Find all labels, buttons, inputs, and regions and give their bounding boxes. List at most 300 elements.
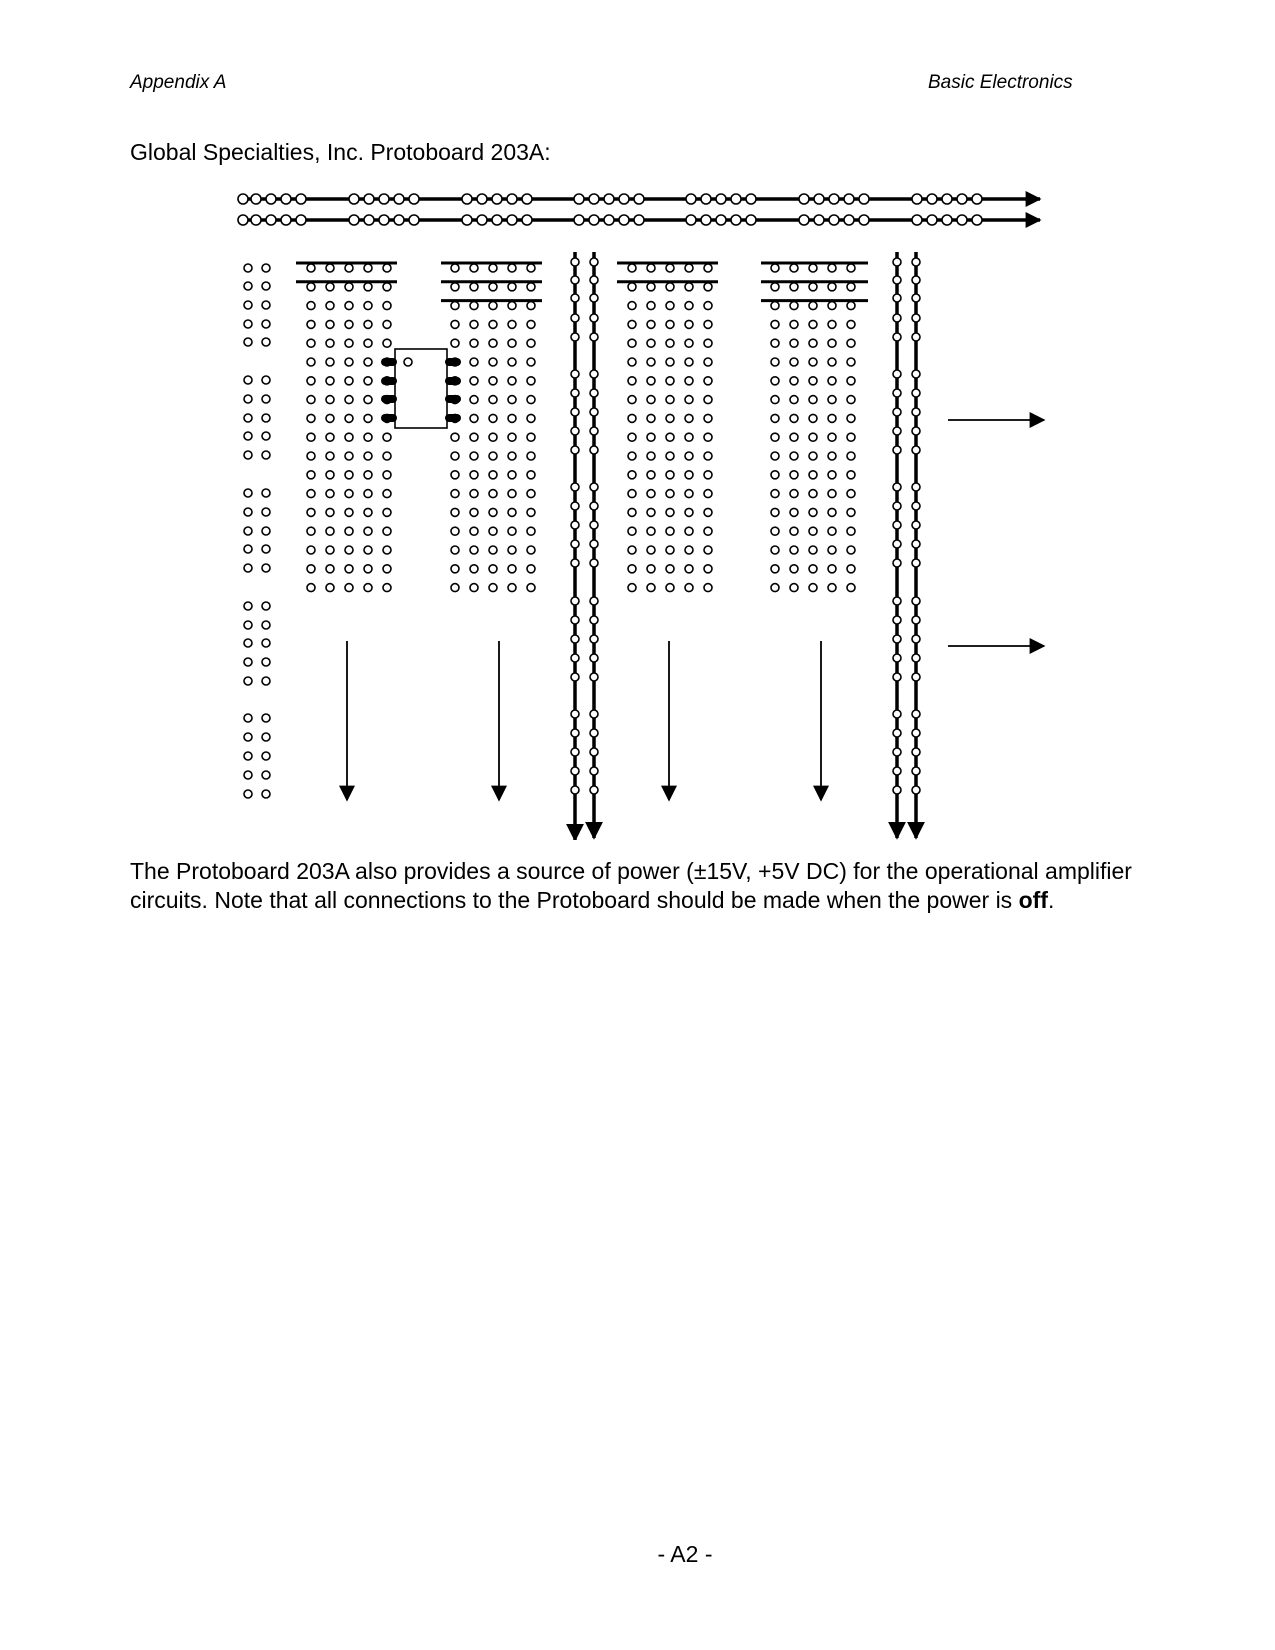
hole [647, 490, 655, 498]
hole [647, 508, 655, 516]
hole [809, 302, 817, 310]
hole [704, 320, 712, 328]
hole [451, 452, 459, 460]
hole [704, 546, 712, 554]
hole [527, 396, 535, 404]
hole [685, 339, 693, 347]
hole [847, 283, 855, 291]
hole [527, 377, 535, 385]
hole [244, 564, 252, 572]
hole [470, 584, 478, 592]
hole [847, 565, 855, 573]
hole [364, 565, 372, 573]
hole [571, 729, 579, 737]
hole [799, 215, 809, 225]
hole [927, 215, 937, 225]
hole [704, 490, 712, 498]
hole [307, 433, 315, 441]
hole [326, 339, 334, 347]
hole [809, 264, 817, 272]
hole [262, 282, 270, 290]
hole [828, 414, 836, 422]
hole [307, 527, 315, 535]
hole [746, 194, 756, 204]
hole [828, 396, 836, 404]
hole [262, 564, 270, 572]
hole [647, 414, 655, 422]
hole [790, 339, 798, 347]
hole [451, 565, 459, 573]
hole [716, 215, 726, 225]
hole [345, 339, 353, 347]
hole [281, 215, 291, 225]
hole [647, 452, 655, 460]
hole [571, 446, 579, 454]
hole [364, 194, 374, 204]
hole [704, 358, 712, 366]
hole [470, 414, 478, 422]
hole [912, 710, 920, 718]
hole [527, 452, 535, 460]
hole [507, 194, 517, 204]
hole [262, 338, 270, 346]
hole [893, 540, 901, 548]
hole [571, 370, 579, 378]
hole [307, 584, 315, 592]
hole [828, 433, 836, 441]
hole [704, 433, 712, 441]
hole [893, 748, 901, 756]
hole [809, 414, 817, 422]
hole [771, 377, 779, 385]
hole [244, 451, 252, 459]
hole [527, 527, 535, 535]
hole [647, 396, 655, 404]
hole [364, 452, 372, 460]
hole [893, 597, 901, 605]
hole [771, 264, 779, 272]
hole [307, 414, 315, 422]
hole [571, 389, 579, 397]
hole [590, 370, 598, 378]
hole [326, 471, 334, 479]
hole [326, 302, 334, 310]
hole [470, 546, 478, 554]
hole [345, 264, 353, 272]
hole [571, 276, 579, 284]
hole [489, 302, 497, 310]
hole [451, 433, 459, 441]
hole [912, 597, 920, 605]
hole [847, 433, 855, 441]
hole [771, 452, 779, 460]
hole [307, 471, 315, 479]
hole [790, 527, 798, 535]
hole [828, 302, 836, 310]
hole [527, 320, 535, 328]
hole [244, 602, 252, 610]
hole [383, 546, 391, 554]
hole [571, 673, 579, 681]
hole [364, 302, 372, 310]
hole [590, 276, 598, 284]
hole [771, 433, 779, 441]
hole [383, 452, 391, 460]
hole [345, 527, 353, 535]
hole [893, 408, 901, 416]
hole [296, 215, 306, 225]
hole [470, 283, 478, 291]
hole [590, 521, 598, 529]
hole [244, 264, 252, 272]
hole [912, 635, 920, 643]
hole [571, 258, 579, 266]
hole [307, 452, 315, 460]
hole [647, 471, 655, 479]
hole [666, 546, 674, 554]
hole [508, 471, 516, 479]
hole [489, 433, 497, 441]
hole [828, 565, 836, 573]
hole [893, 559, 901, 567]
hole [704, 584, 712, 592]
hole [451, 527, 459, 535]
hole [589, 194, 599, 204]
hole [489, 320, 497, 328]
hole [666, 377, 674, 385]
hole [508, 339, 516, 347]
hole [590, 389, 598, 397]
hole [571, 483, 579, 491]
hole [628, 377, 636, 385]
hole [470, 377, 478, 385]
hole [571, 767, 579, 775]
hole [590, 710, 598, 718]
hole [477, 215, 487, 225]
hole [828, 452, 836, 460]
hole [527, 358, 535, 366]
hole [590, 654, 598, 662]
hole [809, 546, 817, 554]
hole [571, 654, 579, 662]
hole [470, 358, 478, 366]
hole [489, 527, 497, 535]
hole [771, 527, 779, 535]
hole [571, 710, 579, 718]
hole [244, 489, 252, 497]
hole [470, 508, 478, 516]
hole [266, 215, 276, 225]
hole [307, 508, 315, 516]
hole [527, 302, 535, 310]
hole [828, 584, 836, 592]
hole [508, 283, 516, 291]
hole [590, 502, 598, 510]
hole [847, 527, 855, 535]
hole [647, 283, 655, 291]
hole [685, 358, 693, 366]
hole [628, 508, 636, 516]
hole [666, 433, 674, 441]
hole [244, 733, 252, 741]
hole [527, 508, 535, 516]
hole [912, 729, 920, 737]
hole [244, 545, 252, 553]
hole [634, 194, 644, 204]
hole [244, 301, 252, 309]
hole [349, 215, 359, 225]
hole [809, 452, 817, 460]
hole [628, 339, 636, 347]
hole [451, 490, 459, 498]
hole [244, 771, 252, 779]
hole [628, 452, 636, 460]
hole [307, 565, 315, 573]
hole [704, 339, 712, 347]
hole [492, 194, 502, 204]
hole [489, 396, 497, 404]
hole [647, 264, 655, 272]
hole [912, 748, 920, 756]
hole [404, 358, 412, 366]
hole [912, 427, 920, 435]
hole [244, 338, 252, 346]
hole [704, 283, 712, 291]
left-hole-columns [244, 264, 270, 798]
hole [470, 490, 478, 498]
hole [647, 433, 655, 441]
hole [470, 396, 478, 404]
hole [790, 264, 798, 272]
hole [790, 433, 798, 441]
hole [262, 771, 270, 779]
hole [628, 302, 636, 310]
hole [527, 546, 535, 554]
hole [522, 194, 532, 204]
hole [262, 714, 270, 722]
hole [809, 565, 817, 573]
hole [893, 427, 901, 435]
hole [790, 302, 798, 310]
hole [590, 408, 598, 416]
hole [589, 215, 599, 225]
hole [912, 616, 920, 624]
hole [790, 377, 798, 385]
hole [666, 358, 674, 366]
hole [244, 752, 252, 760]
hole [790, 358, 798, 366]
hole [383, 508, 391, 516]
hole [634, 215, 644, 225]
hole [251, 215, 261, 225]
hole [451, 471, 459, 479]
hole [527, 414, 535, 422]
hole [731, 194, 741, 204]
hole [262, 527, 270, 535]
hole [489, 565, 497, 573]
hole [307, 302, 315, 310]
hole [828, 358, 836, 366]
hole [244, 320, 252, 328]
hole [364, 215, 374, 225]
hole [590, 314, 598, 322]
hole [912, 370, 920, 378]
hole [685, 264, 693, 272]
hole [847, 358, 855, 366]
hole [847, 490, 855, 498]
hole [893, 389, 901, 397]
hole [746, 215, 756, 225]
hole [345, 471, 353, 479]
hole [326, 396, 334, 404]
chip-pin-right [445, 358, 461, 366]
hole [912, 673, 920, 681]
hole [790, 546, 798, 554]
hole [771, 339, 779, 347]
hole [451, 584, 459, 592]
hole [799, 194, 809, 204]
hole [262, 602, 270, 610]
hole [379, 215, 389, 225]
body-text-bold: off [1018, 887, 1048, 913]
hole [508, 452, 516, 460]
hole [790, 490, 798, 498]
hole [262, 395, 270, 403]
hole [262, 264, 270, 272]
hole [828, 527, 836, 535]
hole [893, 314, 901, 322]
hole [307, 490, 315, 498]
hole [847, 396, 855, 404]
hole [326, 283, 334, 291]
chip-pin-left [381, 358, 397, 366]
hole [383, 320, 391, 328]
hole [790, 508, 798, 516]
hole [666, 264, 674, 272]
hole [244, 527, 252, 535]
hole [262, 432, 270, 440]
hole [628, 264, 636, 272]
hole [590, 635, 598, 643]
hole [859, 215, 869, 225]
hole [244, 639, 252, 647]
hole [244, 790, 252, 798]
hole [809, 283, 817, 291]
hole [590, 748, 598, 756]
hole [685, 546, 693, 554]
hole [527, 433, 535, 441]
hole [704, 452, 712, 460]
hole [704, 471, 712, 479]
hole [590, 446, 598, 454]
header-left: Appendix A [130, 72, 227, 93]
hole [244, 508, 252, 516]
hole [942, 194, 952, 204]
hole [647, 584, 655, 592]
hole [307, 546, 315, 554]
hole [571, 540, 579, 548]
hole [508, 433, 516, 441]
hole [326, 377, 334, 385]
hole [809, 471, 817, 479]
hole [507, 215, 517, 225]
hole [809, 377, 817, 385]
hole [307, 396, 315, 404]
hole [326, 508, 334, 516]
hole [345, 452, 353, 460]
hole [847, 302, 855, 310]
hole [244, 714, 252, 722]
hole [893, 729, 901, 737]
hole [893, 654, 901, 662]
hole [847, 584, 855, 592]
hole [685, 508, 693, 516]
hole [685, 302, 693, 310]
hole [326, 358, 334, 366]
hole [462, 194, 472, 204]
hole [508, 508, 516, 516]
hole [262, 414, 270, 422]
hole [571, 408, 579, 416]
hole [790, 452, 798, 460]
hole [771, 283, 779, 291]
hole [628, 358, 636, 366]
hole [508, 302, 516, 310]
hole [345, 396, 353, 404]
hole [571, 427, 579, 435]
hole [685, 433, 693, 441]
hole [262, 320, 270, 328]
hole [590, 258, 598, 266]
hole [686, 194, 696, 204]
chip-pin-left [381, 414, 397, 422]
chip-pin-right [445, 395, 461, 403]
hole [527, 471, 535, 479]
hole [527, 339, 535, 347]
hole [912, 333, 920, 341]
hole [590, 559, 598, 567]
hole [238, 194, 248, 204]
hole [489, 490, 497, 498]
hole [508, 377, 516, 385]
terminal-strips [296, 263, 868, 592]
hole [244, 658, 252, 666]
hole [326, 490, 334, 498]
hole [508, 490, 516, 498]
hole [574, 194, 584, 204]
hole [666, 339, 674, 347]
hole [345, 433, 353, 441]
hole [844, 215, 854, 225]
hole [508, 584, 516, 592]
hole [701, 215, 711, 225]
hole [893, 258, 901, 266]
hole [972, 194, 982, 204]
hole [957, 215, 967, 225]
hole [790, 283, 798, 291]
hole [571, 521, 579, 529]
hole [590, 427, 598, 435]
hole [571, 502, 579, 510]
hole [527, 283, 535, 291]
hole [477, 194, 487, 204]
hole [527, 584, 535, 592]
hole [790, 584, 798, 592]
hole [912, 786, 920, 794]
hole [809, 339, 817, 347]
body-text-part1: The Protoboard 203A also provides a source of power (±15V, +5V DC) for the operational amplifier circuits. Note that all connections to the Protoboard should be made when the power is [130, 858, 1132, 913]
hole [619, 194, 629, 204]
